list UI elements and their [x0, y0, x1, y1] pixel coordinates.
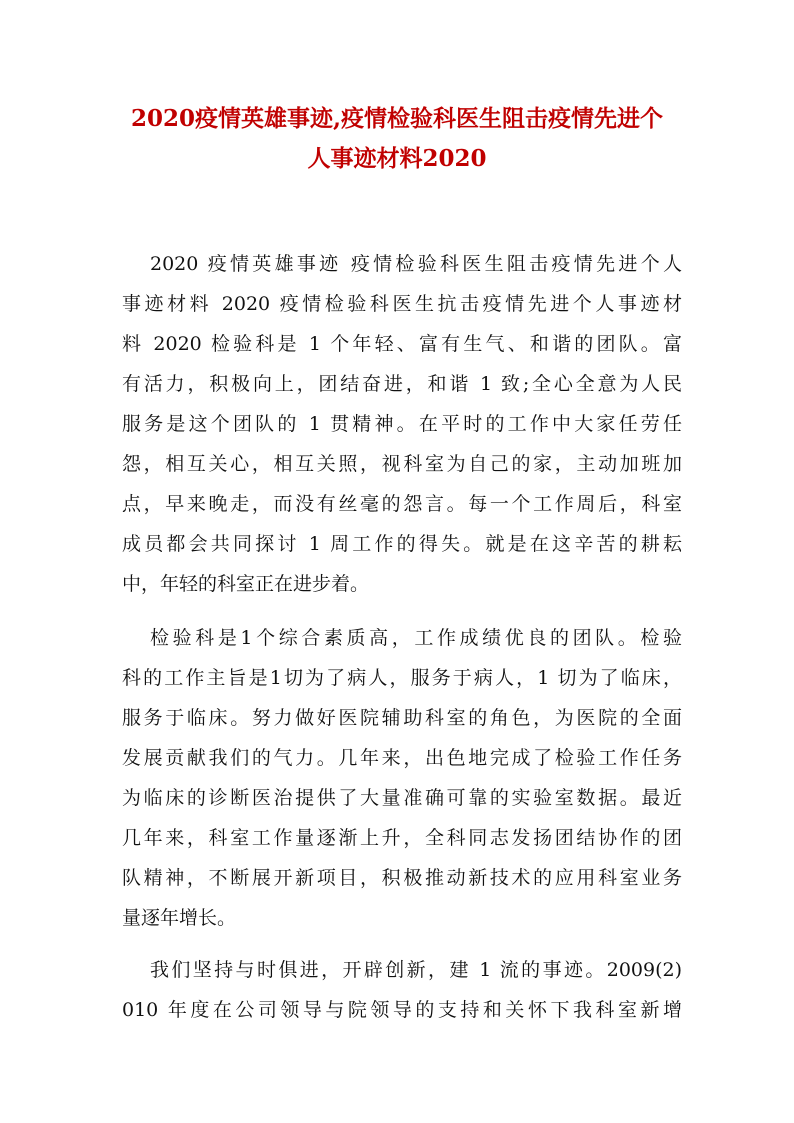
paragraph-line: 科的工作主旨是1切为了病人，服务于病人，1 切为了临床， [122, 667, 682, 689]
paragraph-line: 几年来，科室工作量逐渐上升，全科同志发扬团结协作的团 [122, 827, 682, 849]
paragraph-line: 点，早来晚走，而没有丝毫的怨言。每一个工作周后，科室 [122, 493, 682, 515]
paragraph-line: 2020 疫情英雄事迹 疫情检验科医生阻击疫情先进个人 [150, 253, 682, 275]
paragraph-line: 队精神，不断展开新项目，积极推动新技术的应用科室业务 [122, 867, 682, 889]
paragraph-line: 服务是这个团队的 1 贯精神。在平时的工作中大家任劳任 [122, 413, 682, 435]
document-title-line-1: 2020疫情英雄事迹,疫情检验科医生阻击疫情先进个 [130, 105, 664, 132]
paragraph-line: 服务于临床。努力做好医院辅助科室的角色，为医院的全面 [122, 707, 682, 729]
document-title-line-2: 人事迹材料2020 [307, 145, 487, 172]
paragraph-line: 为临床的诊断医治提供了大量准确可靠的实验室数据。最近 [122, 787, 682, 809]
paragraph-line: 中，年轻的科室正在进步着。 [122, 573, 370, 595]
paragraph-line: 发展贡献我们的气力。几年来，出色地完成了检验工作任务 [122, 747, 682, 769]
paragraph-line: 我们坚持与时俱进，开辟创新，建 1 流的事迹。2009(2) [150, 959, 682, 981]
paragraph-line: 成员都会共同探讨 1 周工作的得失。就是在这辛苦的耕耘 [122, 533, 682, 555]
paragraph-line: 事迹材料 2020 疫情检验科医生抗击疫情先进个人事迹材 [122, 293, 682, 315]
paragraph-line: 检验科是1个综合素质高，工作成绩优良的团队。检验 [150, 627, 682, 649]
paragraph-line: 有活力，积极向上，团结奋进，和谐 1 致;全心全意为人民 [122, 373, 682, 395]
paragraph-line: 料 2020 检验科是 1 个年轻、富有生气、和谐的团队。富 [122, 333, 682, 355]
paragraph-line: 量逐年增长。 [122, 907, 237, 929]
paragraph-line: 010 年度在公司领导与院领导的支持和关怀下我科室新增 [122, 999, 682, 1021]
paragraph-line: 怨，相互关心，相互关照，视科室为自己的家，主动加班加 [122, 453, 682, 475]
